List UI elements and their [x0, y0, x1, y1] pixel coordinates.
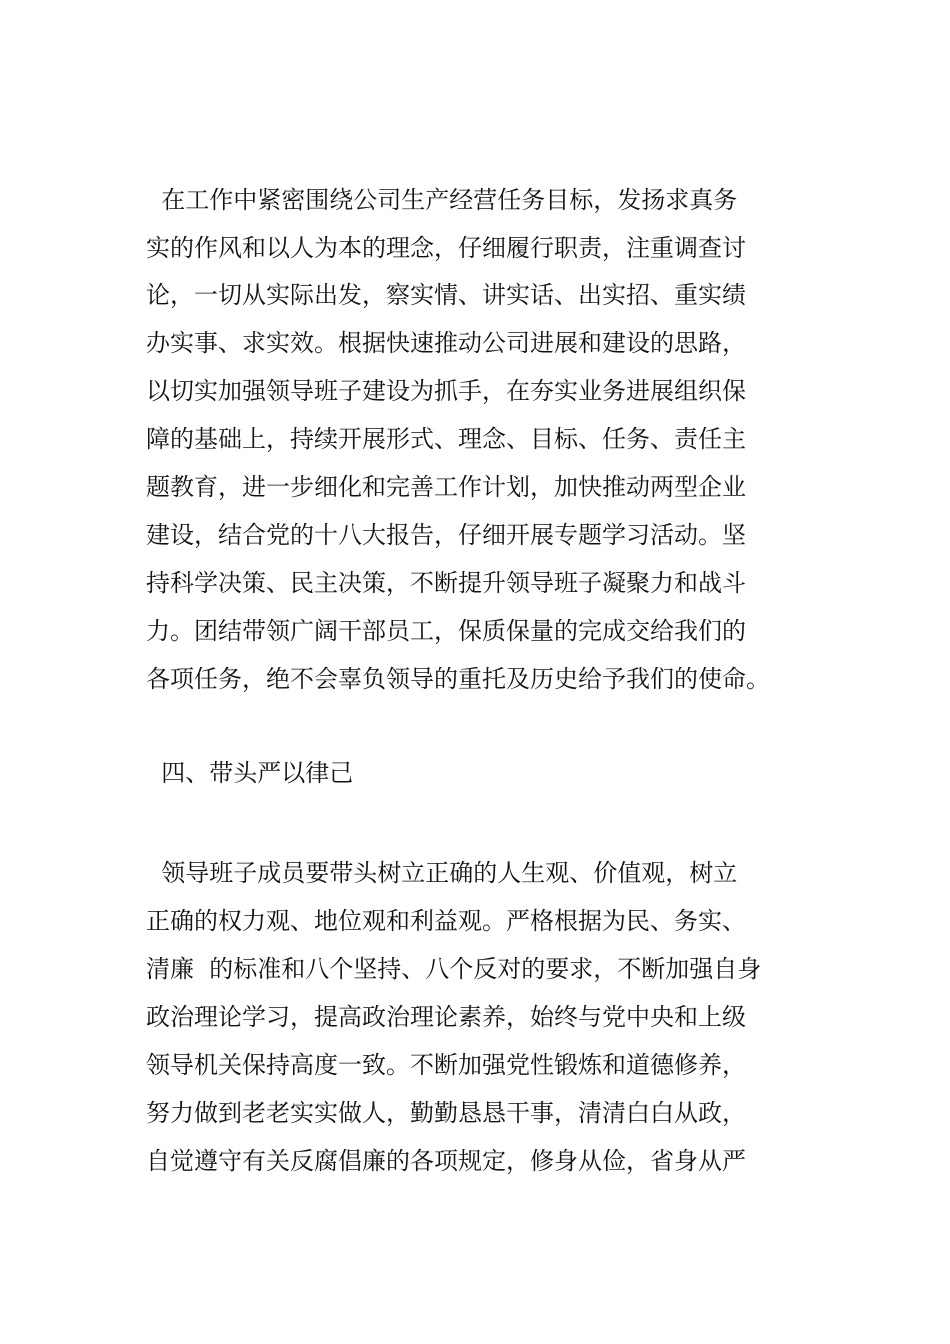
paragraph-1-line-3: 论，一切从实际出发，察实情、讲实话、出实招、重实绩 — [146, 281, 746, 309]
paragraph-2-line-5: 领导机关保持高度一致。不断加强党性锻炼和道德修养， — [146, 1051, 746, 1079]
paragraph-2-line-2: 正确的权力观、地位观和利益观。严格根据为民、务实、 — [146, 907, 746, 935]
paragraph-2-line-4: 政治理论学习，提高政治理论素养，始终与党中央和上级 — [146, 1003, 746, 1031]
paragraph-2-line-7: 自觉遵守有关反腐倡廉的各项规定，修身从俭，省身从严 — [146, 1147, 746, 1175]
paragraph-2-line-3: 清廉 的标准和八个坚持、八个反对的要求，不断加强自身 — [146, 955, 762, 983]
paragraph-1-line-7: 题教育，进一步细化和完善工作计划，加快推动两型企业 — [146, 473, 746, 501]
paragraph-1-line-6: 障的基础上，持续开展形式、理念、目标、任务、责任主 — [146, 425, 746, 453]
paragraph-1-line-2: 实的作风和以人为本的理念，仔细履行职责，注重调查讨 — [146, 234, 746, 262]
paragraph-1-line-1: 在工作中紧密围绕公司生产经营任务目标，发扬求真务 — [146, 186, 738, 214]
paragraph-1-line-5: 以切实加强领导班子建设为抓手，在夯实业务进展组织保 — [146, 377, 746, 405]
paragraph-1-line-8: 建设，结合党的十八大报告，仔细开展专题学习活动。坚 — [146, 521, 746, 549]
paragraph-1-line-4: 办实事、求实效。根据快速推动公司进展和建设的思路， — [146, 329, 746, 357]
section-heading: 四、带头严以律己 — [146, 759, 354, 787]
paragraph-1-line-11: 各项任务，绝不会辜负领导的重托及历史给予我们的使命。 — [146, 665, 770, 693]
paragraph-2-line-6: 努力做到老老实实做人，勤勤恳恳干事，清清白白从政， — [146, 1099, 746, 1127]
paragraph-1-line-9: 持科学决策、民主决策，不断提升领导班子凝聚力和战斗 — [146, 569, 746, 597]
paragraph-1-line-10: 力。团结带领广阔干部员工，保质保量的完成交给我们的 — [146, 617, 746, 645]
paragraph-2-line-1: 领导班子成员要带头树立正确的人生观、价值观，树立 — [146, 859, 738, 887]
